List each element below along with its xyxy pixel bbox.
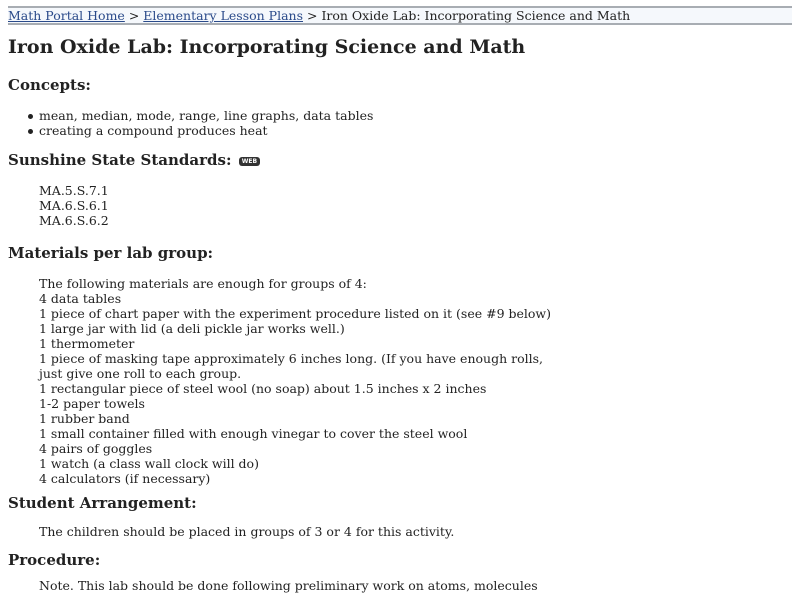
web-icon[interactable]: WEB (239, 157, 260, 166)
breadcrumb-link-elementary-lesson-plans[interactable]: Elementary Lesson Plans (143, 8, 303, 23)
standard-item: MA.6.S.6.2 (39, 213, 109, 228)
breadcrumb-current: Iron Oxide Lab: Incorporating Science and Math (321, 8, 631, 23)
material-line: 4 pairs of goggles (39, 441, 153, 456)
standard-item: MA.5.S.7.1 (39, 183, 109, 198)
standards-heading-text: Sunshine State Standards: (8, 151, 232, 169)
material-line: 1 large jar with lid (a deli pickle jar works well.) (39, 321, 345, 336)
material-line: just give one roll to each group. (39, 366, 242, 381)
arrangement-text: The children should be placed in groups of 3 or 4 for this activity. (39, 524, 455, 539)
material-line: 1 watch (a class wall clock will do) (39, 456, 259, 471)
material-line: 4 calculators (if necessary) (39, 471, 211, 486)
procedure-block (39, 578, 538, 593)
breadcrumb-separator: > (306, 8, 318, 23)
standards-list (39, 183, 109, 228)
standard-item: MA.6.S.6.1 (39, 198, 109, 213)
material-line: 1-2 paper towels (39, 396, 145, 411)
arrangement-heading: Student Arrangement: (8, 494, 197, 512)
procedure-text: Note. This lab should be done following preliminary work on atoms, molecules (39, 578, 538, 593)
list-item: creating a compound produces heat (8, 123, 373, 138)
breadcrumb (8, 6, 792, 25)
material-line: 1 thermometer (39, 336, 135, 351)
procedure-heading: Procedure: (8, 551, 101, 569)
concepts-list (8, 108, 373, 138)
material-line: 1 piece of masking tape approximately 6 inches long. (If you have enough rolls, (39, 351, 543, 366)
breadcrumb-link-math-portal-home[interactable]: Math Portal Home (8, 8, 125, 23)
page-title: Iron Oxide Lab: Incorporating Science and Math (8, 36, 526, 58)
breadcrumb-separator: > (128, 8, 140, 23)
material-line: The following materials are enough for groups of 4: (39, 276, 367, 291)
material-line: 1 rectangular piece of steel wool (no soap) about 1.5 inches x 2 inches (39, 381, 487, 396)
list-item: mean, median, mode, range, line graphs, data tables (8, 108, 373, 123)
material-line: 4 data tables (39, 291, 122, 306)
materials-list (39, 276, 551, 486)
arrangement-block (39, 524, 454, 539)
material-line: 1 small container filled with enough vinegar to cover the steel wool (39, 426, 468, 441)
materials-heading: Materials per lab group: (8, 244, 214, 262)
concepts-heading: Concepts: (8, 76, 91, 94)
standards-heading (8, 151, 260, 169)
material-line: 1 rubber band (39, 411, 130, 426)
material-line: 1 piece of chart paper with the experiment procedure listed on it (see #9 below) (39, 306, 552, 321)
